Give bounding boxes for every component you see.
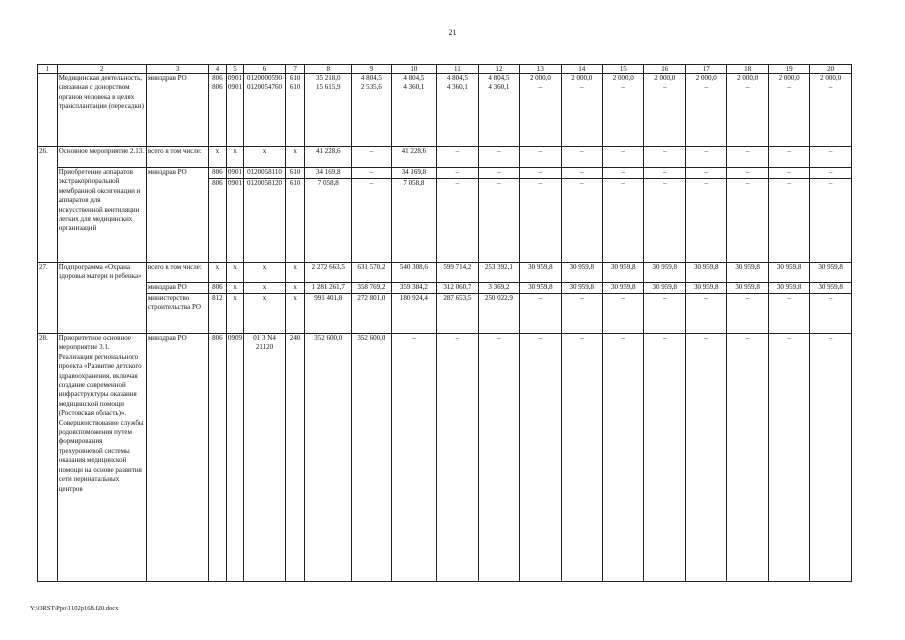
gr-code: х — [209, 263, 227, 283]
executor: минздрав РО — [146, 74, 208, 147]
value-cell: – — [352, 147, 391, 168]
gr-code: 806 — [209, 179, 227, 263]
value-cell: – — [810, 334, 852, 582]
type-code: 610 — [285, 168, 305, 179]
value-cell: – — [603, 147, 644, 168]
value-cell: – — [603, 179, 644, 263]
value-cell: – — [727, 294, 768, 334]
value-cell: – — [603, 168, 644, 179]
row-number: 28. — [38, 334, 58, 582]
value-cell: – — [520, 334, 561, 582]
value-cell: 2 000,0 – — [768, 74, 809, 147]
value-cell: 30 959,8 — [810, 283, 852, 294]
col-header: 2 — [57, 65, 146, 74]
col-header: 18 — [727, 65, 768, 74]
value-cell: 4 804,5 4 360,1 — [391, 74, 437, 147]
value-cell: – — [478, 334, 519, 582]
type-code: 610 — [285, 179, 305, 263]
gr-code: х — [209, 147, 227, 168]
value-cell: – — [810, 147, 852, 168]
executor: минздрав РО — [146, 334, 208, 582]
value-cell: 312 060,7 — [437, 283, 478, 294]
value-cell: 352 600,0 — [305, 334, 352, 582]
section-code: х — [226, 294, 244, 334]
executor: минздрав РО — [146, 283, 208, 294]
value-cell: 30 959,8 — [561, 283, 602, 294]
value-cell: 540 308,6 — [391, 263, 437, 283]
section-code: 0901 — [226, 168, 244, 179]
value-cell: 30 959,8 — [603, 283, 644, 294]
value-cell: – — [685, 334, 726, 582]
row-name: Подпрограмма «Охрана здоровья матери и ребенка» — [57, 263, 146, 334]
value-cell: 1 281 261,7 — [305, 283, 352, 294]
value-cell: 4 804,5 4 360,1 — [478, 74, 519, 147]
value-cell: 2 000,0 – — [561, 74, 602, 147]
value-cell: – — [810, 168, 852, 179]
row-name: Медицинская деятельность, связанная с донорством органов человека в целях трансплантации (пересадки) — [57, 74, 146, 147]
value-cell: 30 959,8 — [727, 283, 768, 294]
section-code: х — [226, 263, 244, 283]
value-cell: 4 804,5 2 535,6 — [352, 74, 391, 147]
target-code: х — [244, 294, 285, 334]
col-header: 10 — [391, 65, 437, 74]
value-cell: 2 000,0 – — [644, 74, 685, 147]
executor: всего в том числе: — [146, 263, 208, 283]
value-cell: – — [437, 168, 478, 179]
value-cell: 30 959,8 — [685, 263, 726, 283]
value-cell: 30 959,8 — [520, 263, 561, 283]
gr-code: 806 — [209, 168, 227, 179]
document-path-footer: Y:\ORST\Ppo\1102p168.f20.docx — [30, 605, 119, 612]
value-cell: – — [520, 294, 561, 334]
target-code: 0120058120 — [244, 179, 285, 263]
section-code: х — [226, 283, 244, 294]
target-code: 01 3 N4 21120 — [244, 334, 285, 582]
value-cell: 7 058,8 — [391, 179, 437, 263]
target-code: х — [244, 283, 285, 294]
row-number — [38, 74, 58, 147]
value-cell: – — [727, 334, 768, 582]
value-cell: – — [478, 168, 519, 179]
value-cell: 30 959,8 — [520, 283, 561, 294]
table-row — [38, 74, 852, 147]
value-cell: – — [561, 179, 602, 263]
gr-code: 806 — [209, 334, 227, 582]
col-header: 19 — [768, 65, 809, 74]
value-cell: – — [561, 334, 602, 582]
section-code: 0909 — [226, 334, 244, 582]
value-cell: – — [810, 294, 852, 334]
budget-table — [37, 64, 852, 582]
value-cell: – — [644, 179, 685, 263]
value-cell: – — [391, 334, 437, 582]
gr-code: 806 — [209, 283, 227, 294]
value-cell: 30 959,8 — [603, 263, 644, 283]
table-row — [38, 294, 852, 334]
value-cell: – — [644, 168, 685, 179]
col-header: 15 — [603, 65, 644, 74]
value-cell: – — [561, 294, 602, 334]
col-header: 8 — [305, 65, 352, 74]
row-number: 27. — [38, 263, 58, 334]
row-name: Приобретение аппаратов экстракорпоральной мембранной оксигенации и аппаратов для искусственной вентиляции легких для медицинских организаций — [57, 168, 146, 263]
col-header: 6 — [244, 65, 285, 74]
value-cell: – — [727, 147, 768, 168]
type-code: х — [285, 283, 305, 294]
value-cell: – — [685, 168, 726, 179]
row-name: Основное мероприятие 2.13. — [57, 147, 146, 168]
value-cell: 250 022,9 — [478, 294, 519, 334]
value-cell: 30 959,8 — [644, 263, 685, 283]
value-cell: – — [478, 179, 519, 263]
type-code: х — [285, 294, 305, 334]
value-cell: 30 959,8 — [810, 263, 852, 283]
value-cell: – — [727, 179, 768, 263]
value-cell: – — [352, 179, 391, 263]
value-cell: 4 804,5 4 360,1 — [437, 74, 478, 147]
value-cell: 358 769,2 — [352, 283, 391, 294]
value-cell: – — [768, 294, 809, 334]
value-cell: 30 959,8 — [768, 263, 809, 283]
value-cell: 631 570,2 — [352, 263, 391, 283]
value-cell: 287 653,5 — [437, 294, 478, 334]
col-header: 5 — [226, 65, 244, 74]
value-cell: 30 959,8 — [644, 283, 685, 294]
executor: министерство строительства РО — [146, 294, 208, 334]
value-cell: – — [437, 147, 478, 168]
value-cell: – — [685, 294, 726, 334]
value-cell: 2 000,0 – — [603, 74, 644, 147]
target-code: х — [244, 263, 285, 283]
header-row — [38, 65, 852, 74]
value-cell: 352 600,0 — [352, 334, 391, 582]
value-cell: – — [478, 147, 519, 168]
value-cell: – — [561, 168, 602, 179]
value-cell: – — [644, 334, 685, 582]
value-cell: – — [685, 179, 726, 263]
value-cell: – — [520, 179, 561, 263]
value-cell: 991 401,8 — [305, 294, 352, 334]
value-cell: – — [685, 147, 726, 168]
value-cell: – — [768, 147, 809, 168]
type-code: 240 — [285, 334, 305, 582]
table-row — [38, 334, 852, 582]
value-cell: 2 000,0 – — [810, 74, 852, 147]
value-cell: 2 000,0 – — [520, 74, 561, 147]
table-row — [38, 263, 852, 283]
value-cell: – — [603, 334, 644, 582]
value-cell: 35 218,0 15 615,9 — [305, 74, 352, 147]
value-cell: 3 369,2 — [478, 283, 519, 294]
section-code: 0901 0901 — [226, 74, 244, 147]
table-row — [38, 283, 852, 294]
value-cell: 41 228,6 — [391, 147, 437, 168]
gr-code: 812 — [209, 294, 227, 334]
value-cell: – — [520, 147, 561, 168]
type-code: 610 610 — [285, 74, 305, 147]
page-number: 21 — [448, 28, 457, 37]
col-header: 9 — [352, 65, 391, 74]
value-cell: – — [520, 168, 561, 179]
value-cell: – — [352, 168, 391, 179]
table-row — [38, 168, 852, 179]
value-cell: 359 384,2 — [391, 283, 437, 294]
value-cell: – — [561, 147, 602, 168]
value-cell: 2 000,0 – — [685, 74, 726, 147]
value-cell: – — [768, 334, 809, 582]
executor: всего в том числе: — [146, 147, 208, 168]
value-cell: 180 924,4 — [391, 294, 437, 334]
value-cell: – — [644, 147, 685, 168]
value-cell: – — [768, 179, 809, 263]
value-cell: 34 169,8 — [391, 168, 437, 179]
col-header: 13 — [520, 65, 561, 74]
value-cell: 2 272 663,5 — [305, 263, 352, 283]
section-code: 0901 — [226, 179, 244, 263]
value-cell: 34 169,8 — [305, 168, 352, 179]
value-cell: 41 228,6 — [305, 147, 352, 168]
row-number: 26. — [38, 147, 58, 263]
value-cell: – — [810, 179, 852, 263]
value-cell: 30 959,8 — [561, 263, 602, 283]
value-cell: 7 058,8 — [305, 179, 352, 263]
section-code: х — [226, 147, 244, 168]
value-cell: – — [437, 179, 478, 263]
value-cell: 253 392,1 — [478, 263, 519, 283]
value-cell: 30 959,8 — [685, 283, 726, 294]
value-cell: – — [603, 294, 644, 334]
executor: минздрав РО — [146, 168, 208, 263]
value-cell: – — [768, 168, 809, 179]
col-header: 14 — [561, 65, 602, 74]
value-cell: – — [437, 334, 478, 582]
gr-code: 806 806 — [209, 74, 227, 147]
value-cell: – — [727, 168, 768, 179]
value-cell: 272 801,0 — [352, 294, 391, 334]
value-cell: 2 000,0 – — [727, 74, 768, 147]
col-header: 4 — [209, 65, 227, 74]
col-header: 16 — [644, 65, 685, 74]
col-header: 1 — [38, 65, 58, 74]
col-header: 17 — [685, 65, 726, 74]
col-header: 12 — [478, 65, 519, 74]
type-code: х — [285, 263, 305, 283]
target-code: х — [244, 147, 285, 168]
value-cell: 599 714,2 — [437, 263, 478, 283]
type-code: х — [285, 147, 305, 168]
col-header: 7 — [285, 65, 305, 74]
row-name: Приоритетное основное мероприятие 3.1. Реализация регионального проекта «Развитие детского здравоохранения, включая создание современной инфраструктуры оказания медицинской помощи (Ростовская область)». Совершенствование службы родовспоможения путем формирования трехуровневой системы оказания медицинской помощи на основе развития сети перинатальных центров — [57, 334, 146, 582]
target-code: 0120058110 — [244, 168, 285, 179]
value-cell: 30 959,8 — [768, 283, 809, 294]
target-code: 0120000590 0120054760 — [244, 74, 285, 147]
value-cell: 30 959,8 — [727, 263, 768, 283]
col-header: 20 — [810, 65, 852, 74]
col-header: 3 — [146, 65, 208, 74]
table-row — [38, 147, 852, 168]
value-cell: – — [644, 294, 685, 334]
col-header: 11 — [437, 65, 478, 74]
